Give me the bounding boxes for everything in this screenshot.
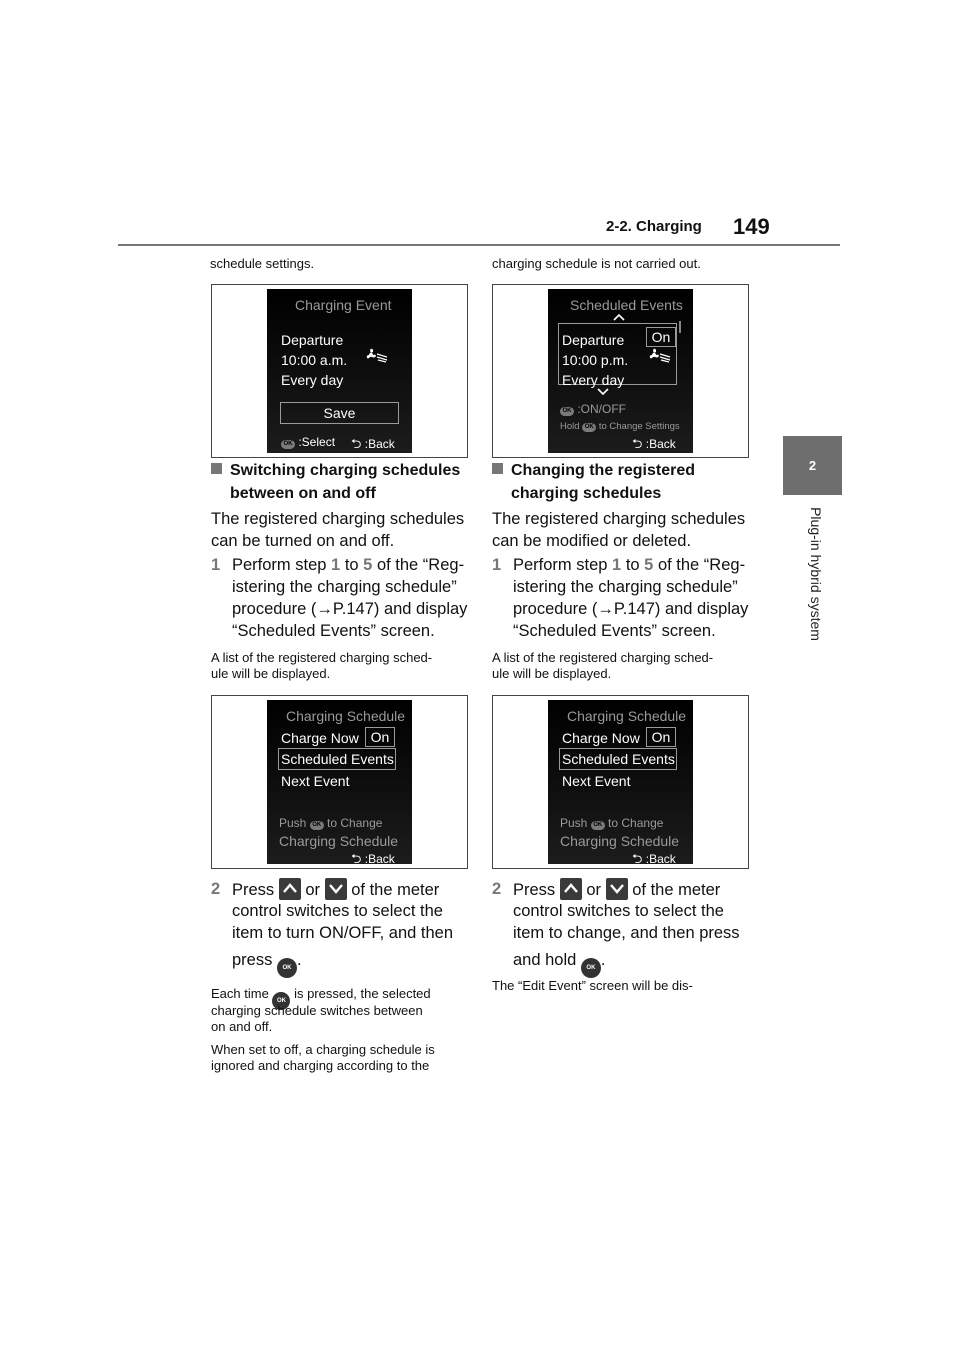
ok-badge-icon: OK xyxy=(281,440,295,449)
ok-badge-icon: OK xyxy=(591,821,605,830)
right-intro-line1: The registered charging schedules xyxy=(492,510,746,528)
back-hint xyxy=(351,435,395,457)
right-step1-line3: procedure (→P.147) and display xyxy=(513,600,749,618)
right-step1-line1: Perform step 1 to 5 of the “Reg- xyxy=(513,556,746,574)
save-label: Save xyxy=(323,405,356,421)
scheduled-events-item[interactable] xyxy=(559,748,677,770)
meter-display xyxy=(267,700,412,864)
heading-bullet xyxy=(211,463,222,474)
chevron-down-icon xyxy=(606,878,628,900)
ok-button-icon: OK xyxy=(277,958,297,978)
right-step2-line4: and hold OK . xyxy=(513,949,606,978)
hold-hint: Hold OK to Change Settings xyxy=(560,421,680,432)
left-step2-number: 2 xyxy=(211,880,221,898)
right-note2-line1: The “Edit Event” screen will be dis- xyxy=(492,978,693,993)
left-heading xyxy=(211,460,460,482)
fan-icon xyxy=(365,346,389,364)
right-step1-line2: istering the charging schedule” xyxy=(513,578,738,596)
right-step1-number: 1 xyxy=(492,556,502,574)
header-rule xyxy=(118,244,840,246)
charge-now-value: On xyxy=(370,729,390,745)
charge-now-value-box xyxy=(365,727,395,747)
page-number: 149 xyxy=(733,214,770,239)
chevron-up-icon xyxy=(612,313,626,322)
screen-title: Charging Schedule xyxy=(567,708,687,724)
left-intro-line2: can be turned on and off. xyxy=(211,532,395,550)
heading-bullet xyxy=(492,463,503,474)
left-note3-line2: ignored and charging according to the xyxy=(211,1058,430,1073)
right-heading xyxy=(492,460,695,482)
select-hint xyxy=(281,435,335,449)
right-step2-number: 2 xyxy=(492,880,502,898)
back-arrow-icon: ⮌ xyxy=(351,851,362,866)
figure-scheduled-events xyxy=(492,284,749,458)
left-top-text: schedule settings. xyxy=(210,256,315,271)
right-step2-line2: control switches to select the xyxy=(513,902,724,920)
push-hint: Push OK to Change xyxy=(560,816,664,830)
left-step1-line3: procedure (→P.147) and display xyxy=(232,600,468,618)
chevron-up-icon xyxy=(279,878,301,900)
push-hint: Push OK to Change xyxy=(279,816,383,830)
right-heading-line1: Changing the registered xyxy=(511,462,696,479)
left-note2-line3: on and off. xyxy=(211,1019,273,1034)
event-status-box xyxy=(646,327,676,347)
charge-now-label: Charge Now xyxy=(562,730,640,746)
push-hint-line2: Charging Schedule xyxy=(279,833,399,849)
departure-repeat: Every day xyxy=(562,372,625,388)
left-step2-line1: Press or of the meter xyxy=(232,878,439,901)
chapter-title: Plug-in hybrid system xyxy=(808,507,824,641)
left-step2-line3: item to turn ON/OFF, and then xyxy=(232,924,454,942)
departure-time: 10:00 a.m. xyxy=(281,352,348,368)
onoff-hint: OK :ON/OFF xyxy=(560,402,626,416)
event-status: On xyxy=(651,329,671,345)
left-note2-line2: charging schedule switches between xyxy=(211,1003,423,1018)
chevron-up-icon xyxy=(560,878,582,900)
left-step1-number: 1 xyxy=(211,556,221,574)
left-note1-line1: A list of the registered charging sched- xyxy=(211,650,433,665)
push-hint-line2: Charging Schedule xyxy=(560,833,680,849)
back-hint: ⮌ :Back xyxy=(632,850,676,872)
figure-charging-event xyxy=(211,284,468,458)
departure-repeat: Every day xyxy=(281,372,344,388)
right-top-text: charging schedule is not carried out. xyxy=(492,256,701,271)
left-note3-line1: When set to off, a charging schedule is xyxy=(211,1042,435,1057)
charge-now-value: On xyxy=(651,729,671,745)
next-event-label: Next Event xyxy=(562,773,631,789)
charge-now-label: Charge Now xyxy=(281,730,359,746)
ok-button-icon: OK xyxy=(272,992,290,1010)
figure-charging-schedule xyxy=(211,695,468,869)
ok-badge-icon: OK xyxy=(560,407,574,416)
meter-display xyxy=(267,289,412,453)
scrollbar[interactable] xyxy=(679,321,681,333)
section-title: 2-2. Charging xyxy=(606,218,702,235)
screen-title: Charging Event xyxy=(295,297,392,313)
left-heading-line2: between on and off xyxy=(230,485,376,502)
back-arrow-icon: ⮌ xyxy=(351,436,362,451)
meter-display xyxy=(548,700,693,864)
left-note2-line1: Each time OK is pressed, the selected xyxy=(211,986,431,1010)
scheduled-events-item[interactable] xyxy=(278,748,396,770)
chevron-down-icon xyxy=(596,387,610,396)
right-note1-line1: A list of the registered charging sched- xyxy=(492,650,714,665)
back-hint-text: :Back xyxy=(364,437,395,451)
departure-label: Departure xyxy=(562,332,625,348)
chevron-down-icon xyxy=(325,878,347,900)
left-heading-line1: Switching charging schedules xyxy=(230,462,461,479)
right-step1-line4: “Scheduled Events” screen. xyxy=(513,622,716,640)
departure-label: Departure xyxy=(281,332,344,348)
left-intro-line1: The registered charging schedules xyxy=(211,510,465,528)
chapter-tab: 2 xyxy=(783,436,842,495)
right-step2-line3: item to change, and then press xyxy=(513,924,740,942)
right-note1-line2: ule will be displayed. xyxy=(492,666,612,681)
left-step1-line1: Perform step 1 to 5 of the “Reg- xyxy=(232,556,465,574)
ok-badge-icon: OK xyxy=(582,423,596,432)
charge-now-value-box xyxy=(646,727,676,747)
departure-time: 10:00 p.m. xyxy=(562,352,629,368)
back-hint: ⮌ :Back xyxy=(351,850,395,872)
ok-badge-icon: OK xyxy=(310,821,324,830)
right-heading-line2: charging schedules xyxy=(511,485,662,502)
left-step2-line4: press OK . xyxy=(232,949,302,978)
left-step1-line2: istering the charging schedule” xyxy=(232,578,457,596)
left-step2-line2: control switches to select the xyxy=(232,902,443,920)
left-note1-line2: ule will be displayed. xyxy=(211,666,331,681)
right-step2-line1: Press or of the meter xyxy=(513,878,720,901)
back-arrow-icon: ⮌ xyxy=(632,436,643,451)
meter-display xyxy=(548,289,693,453)
select-hint-text: :Select xyxy=(298,435,336,449)
scheduled-events-label: Scheduled Events xyxy=(281,751,394,767)
back-hint: ⮌ :Back xyxy=(632,435,676,457)
next-event-label: Next Event xyxy=(281,773,350,789)
back-arrow-icon: ⮌ xyxy=(632,851,643,866)
save-button[interactable] xyxy=(280,402,399,424)
right-intro-line2: can be modified or deleted. xyxy=(492,532,692,550)
left-step1-line4: “Scheduled Events” screen. xyxy=(232,622,435,640)
scheduled-events-label: Scheduled Events xyxy=(562,751,675,767)
ok-button-icon: OK xyxy=(581,958,601,978)
figure-charging-schedule xyxy=(492,695,749,869)
screen-title: Scheduled Events xyxy=(570,297,683,313)
fan-icon xyxy=(648,346,672,364)
screen-title: Charging Schedule xyxy=(286,708,406,724)
